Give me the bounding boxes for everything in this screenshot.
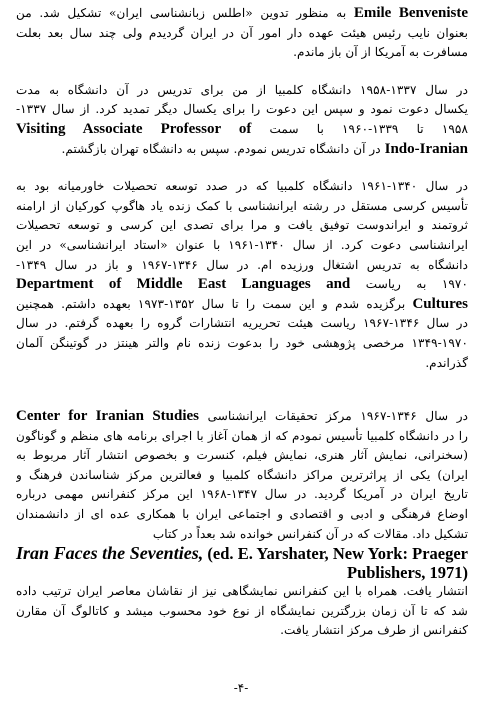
english-title-indo-iranian: Indo-Iranian	[384, 140, 468, 157]
paragraph-gap	[16, 373, 468, 407]
text-line: مسافرت به آمریکا از آن باز ماندم.	[293, 45, 468, 60]
text-line: در سال ۱۳۴۰-۱۹۶۱ دانشگاه کلمبیا که در صدد توسعه تحصیلات خاورمیانه بود به	[16, 179, 468, 194]
page-number: -۴-	[233, 681, 249, 695]
text-line: در سال ۱۳۴۶-۱۹۶۷ ریاست هیئت تحریریه انتشارات گروه را بعهده گرفتم. در سال	[16, 316, 468, 331]
paragraph-2	[16, 81, 468, 159]
text-line: شد که تا آن زمان بزرگترین نمایشگاه از نوع خود محسوب میشد و کاتالوگ آن مقارن	[16, 603, 468, 618]
text-line: تأسیس کرسی مستقل در رشته ایرانشناسی با کمک زنده یاد هاگوپ کورکیان از ارامنه	[16, 198, 468, 213]
text-span: ۱۹۵۸ تا ۱۳۳۹-۱۹۶۰ با سمت	[269, 121, 468, 136]
text-line	[16, 120, 468, 140]
text-line: ایرانشناسی دعوت کرد. از سال ۱۳۴۰-۱۹۶۱ با عنوان «استاد ایرانشناسی» در این	[16, 237, 468, 252]
text-span: در سال ۱۳۴۶-۱۹۶۷ مرکز تحقیقات ایرانشناسی	[207, 409, 468, 424]
text-span: ۱۹۷۰ به ریاست	[365, 277, 468, 292]
name-benveniste: Emile Benveniste	[353, 5, 468, 21]
paragraph-4	[16, 407, 468, 544]
text-line: یکسال دعوت نمود و سپس این دعوت را برای یکسال دیگر تمدید کرد. از سال ۱۳۳۷-	[16, 102, 468, 117]
book-publisher: (ed. E. Yarshater, New York: Praeger	[207, 544, 469, 564]
text-line: (سخنرانی، نمایش آثار هنری، نمایش فیلم، کنسرت و بخصوص انتشار آثار مربوط به	[16, 448, 468, 463]
text-line: ۱۳۴۹-۱۹۷۰ مرخصی پژوهشی خود را بدعوت زنده نام والتر هینتز در گوتینگن آلمان	[16, 335, 468, 350]
text-line: انتشار یافت. همراه با این کنفرانس نمایشگاهی نیز از نقاشان معاصر ایران ترتیب داده	[16, 584, 468, 599]
text-span: برگزیده شدم و این سمت را تا سال ۱۳۵۲-۱۹۷۳ بعهده داشتم. همچنین	[16, 296, 406, 311]
text-line	[16, 407, 468, 427]
paragraph-3	[16, 177, 468, 373]
text-line	[16, 295, 468, 315]
book-title: Iran Faces the Seventies,	[16, 543, 204, 564]
text-span: به منظور تدوین «اطلس زبانشناسی ایران» تشکیل شد. من	[16, 6, 347, 20]
english-center-name: Center for Iranian Studies	[16, 408, 200, 425]
english-department-name: Department of Middle East Languages and	[16, 276, 351, 293]
text-line	[16, 4, 468, 24]
text-line: در سال ۱۳۳۷-۱۹۵۸ دانشگاه کلمبیا از من برای تدریس در آن دانشگاه به مدت	[16, 82, 468, 97]
paragraph-gap	[16, 159, 468, 177]
text-line: اوضاع فرهنگی و ادبی و اقتصادی و اجتماعی ایران با همکاری عده ای از دانشمندان	[16, 507, 468, 522]
text-span: در آن دانشگاه تدریس نمودم. سپس به دانشگاه تهران بازگشتم.	[61, 141, 381, 156]
text-line: دانشگاه به تدریس اشتغال ورزیده ام. در سال ۱۳۴۶-۱۹۶۷ و باز در سال ۱۳۴۹-	[16, 257, 468, 272]
text-line: گذراندم.	[425, 355, 468, 370]
text-line: تاریخ ایران در آمریکا گردید. در سال ۱۳۴۷-۱۹۶۸ این مرکز کنفرانس مهمی درباره	[16, 487, 468, 502]
text-line: کنفرانس از طرف مرکز انتشار یافت.	[280, 623, 468, 638]
text-line: تشکیل داد. مقالات که در آن کنفرانس خوانده شد بعداً در کتاب	[152, 526, 468, 541]
book-citation	[16, 544, 468, 582]
text-line: ایران) یکی از پراثرترین مراکز دانشگاه کلمبیا و فعالترین مرکز شناساندن فرهنگ و	[16, 467, 468, 482]
book-publisher-line: Publishers, 1971)	[346, 563, 468, 583]
text-line: بعنوان نایب رئیس هیئت عهده دار امور آن در ایران گردیدم ولی چند سال بعد بعلت	[16, 25, 468, 40]
text-line	[16, 275, 468, 295]
paragraph-1	[16, 4, 468, 63]
paragraph-4-continued	[16, 582, 468, 641]
english-title-visiting: Visiting Associate Professor of	[16, 120, 252, 137]
text-line	[16, 544, 468, 563]
text-line: را در دانشگاه کلمبیا تأسیس نمودم که از همان آغاز با اجرای برنامه های منظم و گوناگون	[16, 428, 468, 443]
text-line	[16, 140, 468, 160]
paragraph-gap	[16, 63, 468, 81]
text-line: ثروتمند و ایراندوست توفیق یافت و مرا برای تصدی این کرسی و توسعه تحصیلات	[16, 218, 468, 233]
english-cultures: Cultures	[412, 295, 468, 312]
